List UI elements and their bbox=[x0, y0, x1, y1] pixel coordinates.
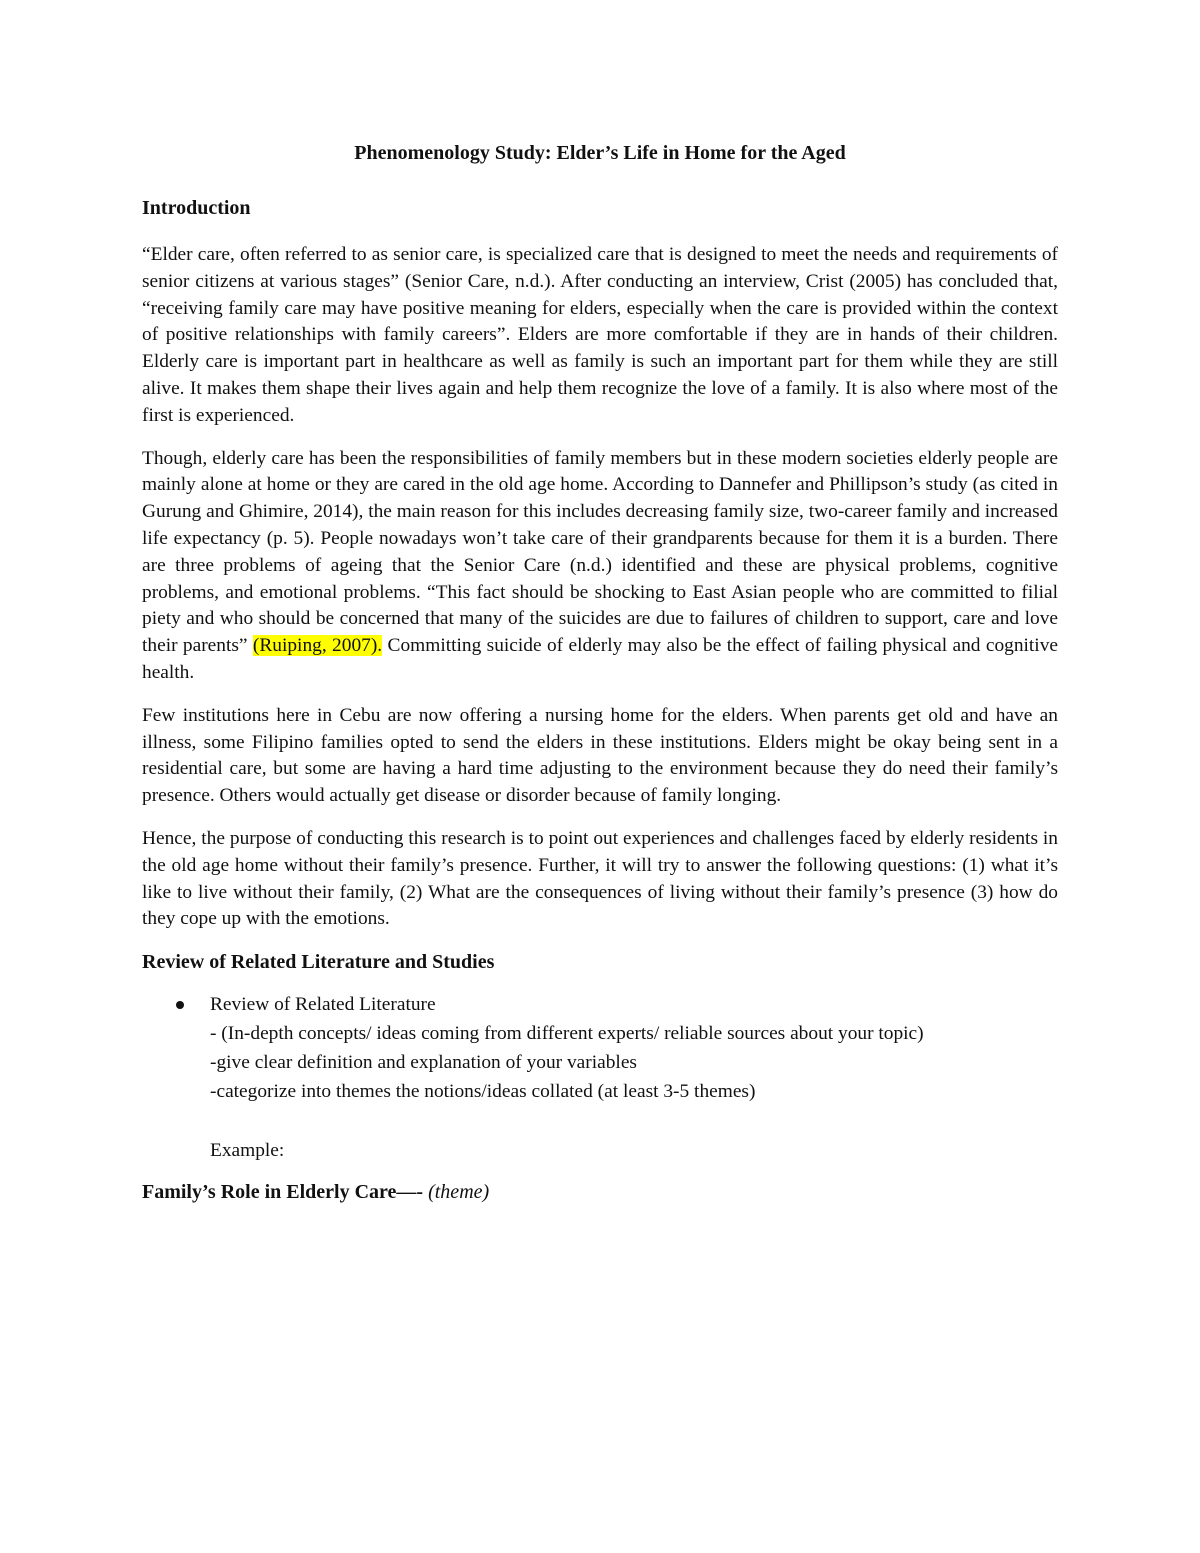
introduction-heading: Introduction bbox=[142, 197, 251, 219]
theme-dashes: —- bbox=[396, 1181, 424, 1204]
theme-tag: (theme) bbox=[428, 1181, 490, 1204]
theme-heading bbox=[142, 1179, 1058, 1206]
bullet-label: Review of Related Literature bbox=[210, 994, 436, 1016]
review-bullet-item bbox=[142, 990, 1058, 1165]
document-page bbox=[142, 140, 1058, 1206]
review-heading: Review of Related Literature and Studies bbox=[142, 951, 495, 974]
theme-title: Family’s Role in Elderly Care bbox=[142, 1181, 397, 1204]
paragraph-2-text-after: Committing suicide of elderly may also be the effect of failing physical and cognitive health. bbox=[142, 635, 1058, 683]
example-label: Example: bbox=[210, 1140, 285, 1162]
highlighted-citation: (Ruiping, 2007). bbox=[252, 635, 383, 657]
paragraph-2-text-before: Though, elderly care has been the responsibilities of family members but in these modern societies elderly people are mainly alone at home or they are cared in the old age home. According to Dannefer and Phillipson’s study (as cited in Gurung and Ghimire, 2014), the main reason for this includes decreasing family size, two-career family and increased life expectancy (p. 5). People nowadays won’t take care of their grandparents because for them it is a burden. There are three problems of ageing that the Senior Care (n.d.) identified and these are physical problems, cognitive problems, and emotional problems. “This fact should be shocking to East Asian people who are committed to filial piety and who should be concerned that many of the suicides are due to failures of children to support, care and love their parents” bbox=[142, 447, 1058, 657]
intro-paragraph-3: Few institutions here in Cebu are now offering a nursing home for the elders. When parents get old and have an illness, some Filipino families opted to send the elders in these institutions. Elders might be okay being sent in a residential care, but some are having a hard time adjusting to the environment because they do need their family’s presence. Others would actually get disease or disorder because of family longing. bbox=[142, 704, 1058, 807]
document-title: Phenomenology Study: Elder’s Life in Home for the Aged bbox=[354, 142, 846, 164]
spacer bbox=[210, 1106, 1058, 1136]
intro-paragraph-2 bbox=[142, 446, 1058, 687]
intro-paragraph-4: Hence, the purpose of conducting this research is to point out experiences and challenges faced by elderly residents in the old age home without their family’s presence. Further, it will try to answer the following questions: (1) what it’s like to live without their family, (2) What are the consequences of living without their family’s presence (3) how do they cope up with the emotions. bbox=[142, 827, 1058, 930]
bullet-icon bbox=[176, 1001, 184, 1009]
bullet-line: - (In-depth concepts/ ideas coming from different experts/ reliable sources about your topic) bbox=[210, 1023, 924, 1045]
bullet-line: -give clear definition and explanation of your variables bbox=[210, 1052, 637, 1074]
bullet-line: -categorize into themes the notions/ideas collated (at least 3-5 themes) bbox=[210, 1081, 756, 1103]
intro-paragraph-1: “Elder care, often referred to as senior care, is specialized care that is designed to meet the needs and requirements of senior citizens at various stages” (Senior Care, n.d.). After conducting an interview, Crist (2005) has concluded that, “receiving family care may have positive meaning for elders, especially when the care is provided within the context of positive relationships with family careers”. Elders are more comfortable if they are in hands of their children. Elderly care is important part in healthcare as well as family is such an important part for them while they are still alive. It makes them shape their lives again and help them recognize the love of a family. It is also where most of the first is experienced. bbox=[142, 244, 1058, 426]
